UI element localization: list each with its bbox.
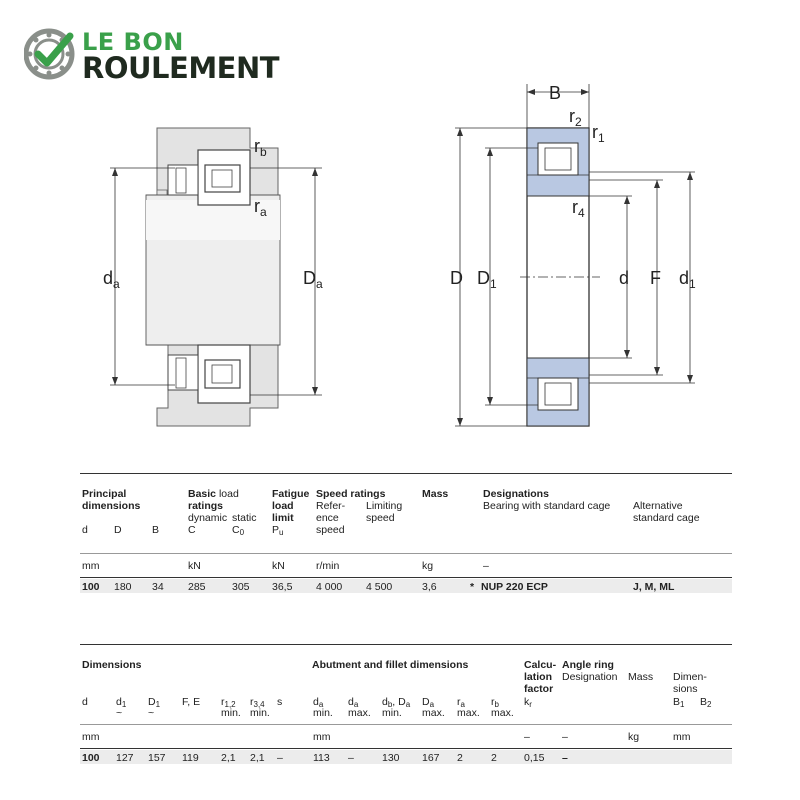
cell-d: 100 (82, 752, 100, 764)
header-angle-ring: Angle ring (562, 659, 614, 671)
qual-max-ra: max. (457, 707, 480, 719)
sym-da: $d_a$ (313, 696, 324, 709)
cell-B: 34 (152, 581, 164, 593)
sym-D1: $D_1$ (148, 696, 161, 709)
label-D: D (450, 268, 463, 288)
cell-C0: 305 (232, 581, 250, 593)
sym-d: d (82, 696, 88, 708)
bearing-section-drawing (455, 84, 695, 426)
logo-text-top: LE BON (82, 28, 184, 56)
cell-D1: 157 (148, 752, 166, 764)
bearing-data-table (80, 473, 732, 593)
cell-da-max: – (348, 752, 354, 764)
header-limiting-2: speed (366, 512, 395, 524)
sym-r12: $r_{1,2}$ (221, 696, 236, 709)
label-ra: $r_a$ (254, 196, 267, 219)
cell-C: 285 (188, 581, 206, 593)
header-reference-2: ence (316, 512, 339, 524)
header-ratings: ratings (188, 500, 224, 512)
qual-min-r34: min. (250, 707, 270, 719)
mounting-drawing (110, 128, 322, 426)
cell-designation[interactable]: NUP 220 ECP (481, 581, 548, 593)
header-limit: limit (272, 512, 294, 524)
qual-max-da: max. (348, 707, 371, 719)
cell-lim-speed: 4 500 (366, 581, 393, 593)
label-d: d (619, 268, 630, 288)
label-d1: $d_1$ (679, 268, 696, 291)
sym-C: C (188, 524, 196, 536)
header-reference: Refer- (316, 500, 346, 512)
cell-ra-max: 2 (457, 752, 463, 764)
qual-min-da: min. (313, 707, 333, 719)
header-bearing-cage: Bearing with standard cage (483, 500, 611, 512)
qual-max-rb: max. (491, 707, 514, 719)
cell-d: 100 (82, 581, 100, 593)
header-load: load (272, 500, 294, 512)
cell-alternative: J, M, ML (633, 581, 675, 593)
label-da: $d_a$ (103, 268, 120, 291)
unit-dash-2: – (562, 731, 568, 743)
header-reference-3: speed (316, 524, 345, 536)
qual-max-Da: max. (422, 707, 445, 719)
cell-mass: 3,6 (422, 581, 437, 593)
sym-rb: $r_b$ (491, 696, 499, 709)
header-dimensions: dimensions (82, 500, 141, 512)
sym-B: B (152, 524, 160, 536)
header-dimensions: Dimensions (82, 659, 142, 671)
cell-da-min: 113 (313, 752, 330, 764)
sym-B1: $B_1$ (673, 696, 685, 709)
cell-d1: 127 (116, 752, 134, 764)
header-mass: Mass (628, 671, 654, 683)
header-designations: Designations (483, 488, 549, 500)
cell-kr: 0,15 (524, 752, 545, 764)
sym-B2: $B_2$ (700, 696, 712, 709)
cell-ref-speed: 4 000 (316, 581, 343, 593)
unit-dash: – (483, 560, 489, 572)
sym-Pu: $P_u$ (272, 524, 284, 537)
header-limiting: Limiting (366, 500, 403, 512)
unit-mm: mm (82, 560, 100, 572)
sym-ra: $r_a$ (457, 696, 465, 709)
header-alternative-2: standard cage (633, 512, 700, 524)
unit-dash: – (524, 731, 530, 743)
sym-s: s (277, 696, 283, 708)
unit-mm-2: mm (313, 731, 331, 743)
unit-mm: mm (82, 731, 100, 743)
header-mass: Mass (422, 488, 449, 500)
unit-mm-3: mm (673, 731, 691, 743)
label-r1: $r_1$ (592, 122, 605, 145)
header-factor: factor (524, 683, 554, 695)
dimensions-table (80, 644, 732, 764)
header-dimen: Dimen- (673, 671, 707, 683)
header-speed-ratings: Speed ratings (316, 488, 386, 500)
sym-C0: $C_0$ (232, 524, 245, 537)
header-calculation: Calcu- (524, 659, 557, 671)
header-static: static (232, 512, 257, 524)
unit-rmin: r/min (316, 560, 340, 572)
label-B: B (549, 83, 562, 103)
label-F: F (650, 268, 661, 288)
header-abutment: Abutment and fillet dimensions (312, 659, 469, 671)
cell-FE: 119 (182, 752, 199, 764)
unit-kN-2: kN (272, 560, 285, 572)
cell-D: 180 (114, 581, 132, 593)
header-alternative: Alternative (633, 500, 683, 512)
unit-kN: kN (188, 560, 201, 572)
cell-r12: 2,1 (221, 752, 236, 764)
qual-min-r12: min. (221, 707, 241, 719)
qual-tilde-D1: ~ (148, 707, 155, 719)
sym-Da: $D_a$ (422, 696, 435, 709)
qual-min-db: min. (382, 707, 402, 719)
label-D1: $D_1$ (477, 268, 497, 291)
unit-kg: kg (422, 560, 434, 572)
header-calculation-2: lation (524, 671, 552, 683)
unit-kg: kg (628, 731, 640, 743)
cell-r34: 2,1 (250, 752, 265, 764)
sym-d1: $d_1$ (116, 696, 127, 709)
cell-rb-max: 2 (491, 752, 497, 764)
header-dynamic: dynamic (188, 512, 228, 524)
header-designation: Designation (562, 671, 618, 683)
cell-star: * (470, 581, 475, 593)
sym-r34: $r_{3,4}$ (250, 696, 265, 709)
sym-db-Da: $d_b$, $D_a$ (382, 696, 411, 709)
header-principal: Principal (82, 488, 127, 500)
sym-FE: F, E (182, 696, 201, 708)
label-rb: $r_b$ (254, 136, 267, 159)
cell-Da-max: 167 (422, 752, 440, 764)
header-fatigue: Fatigue (272, 488, 310, 500)
cell-db-Da-min: 130 (382, 752, 400, 764)
sym-d: d (82, 524, 88, 536)
logo-text-bottom: ROULEMENT (82, 51, 280, 85)
header-dimen-2: sions (673, 683, 698, 695)
qual-tilde-d1: ~ (116, 707, 123, 719)
cell-s: – (277, 752, 283, 764)
cell-angle-ring: – (562, 752, 568, 764)
sym-D: D (114, 524, 122, 536)
label-r4: $r_4$ (572, 197, 585, 220)
sym-da-2: $d_a$ (348, 696, 359, 709)
cell-Pu: 36,5 (272, 581, 293, 593)
label-r2: $r_2$ (569, 106, 582, 129)
label-Da: $D_a$ (303, 268, 323, 291)
header-basic-load: Basic load (188, 488, 239, 500)
sym-kr: $k_r$ (524, 696, 532, 709)
